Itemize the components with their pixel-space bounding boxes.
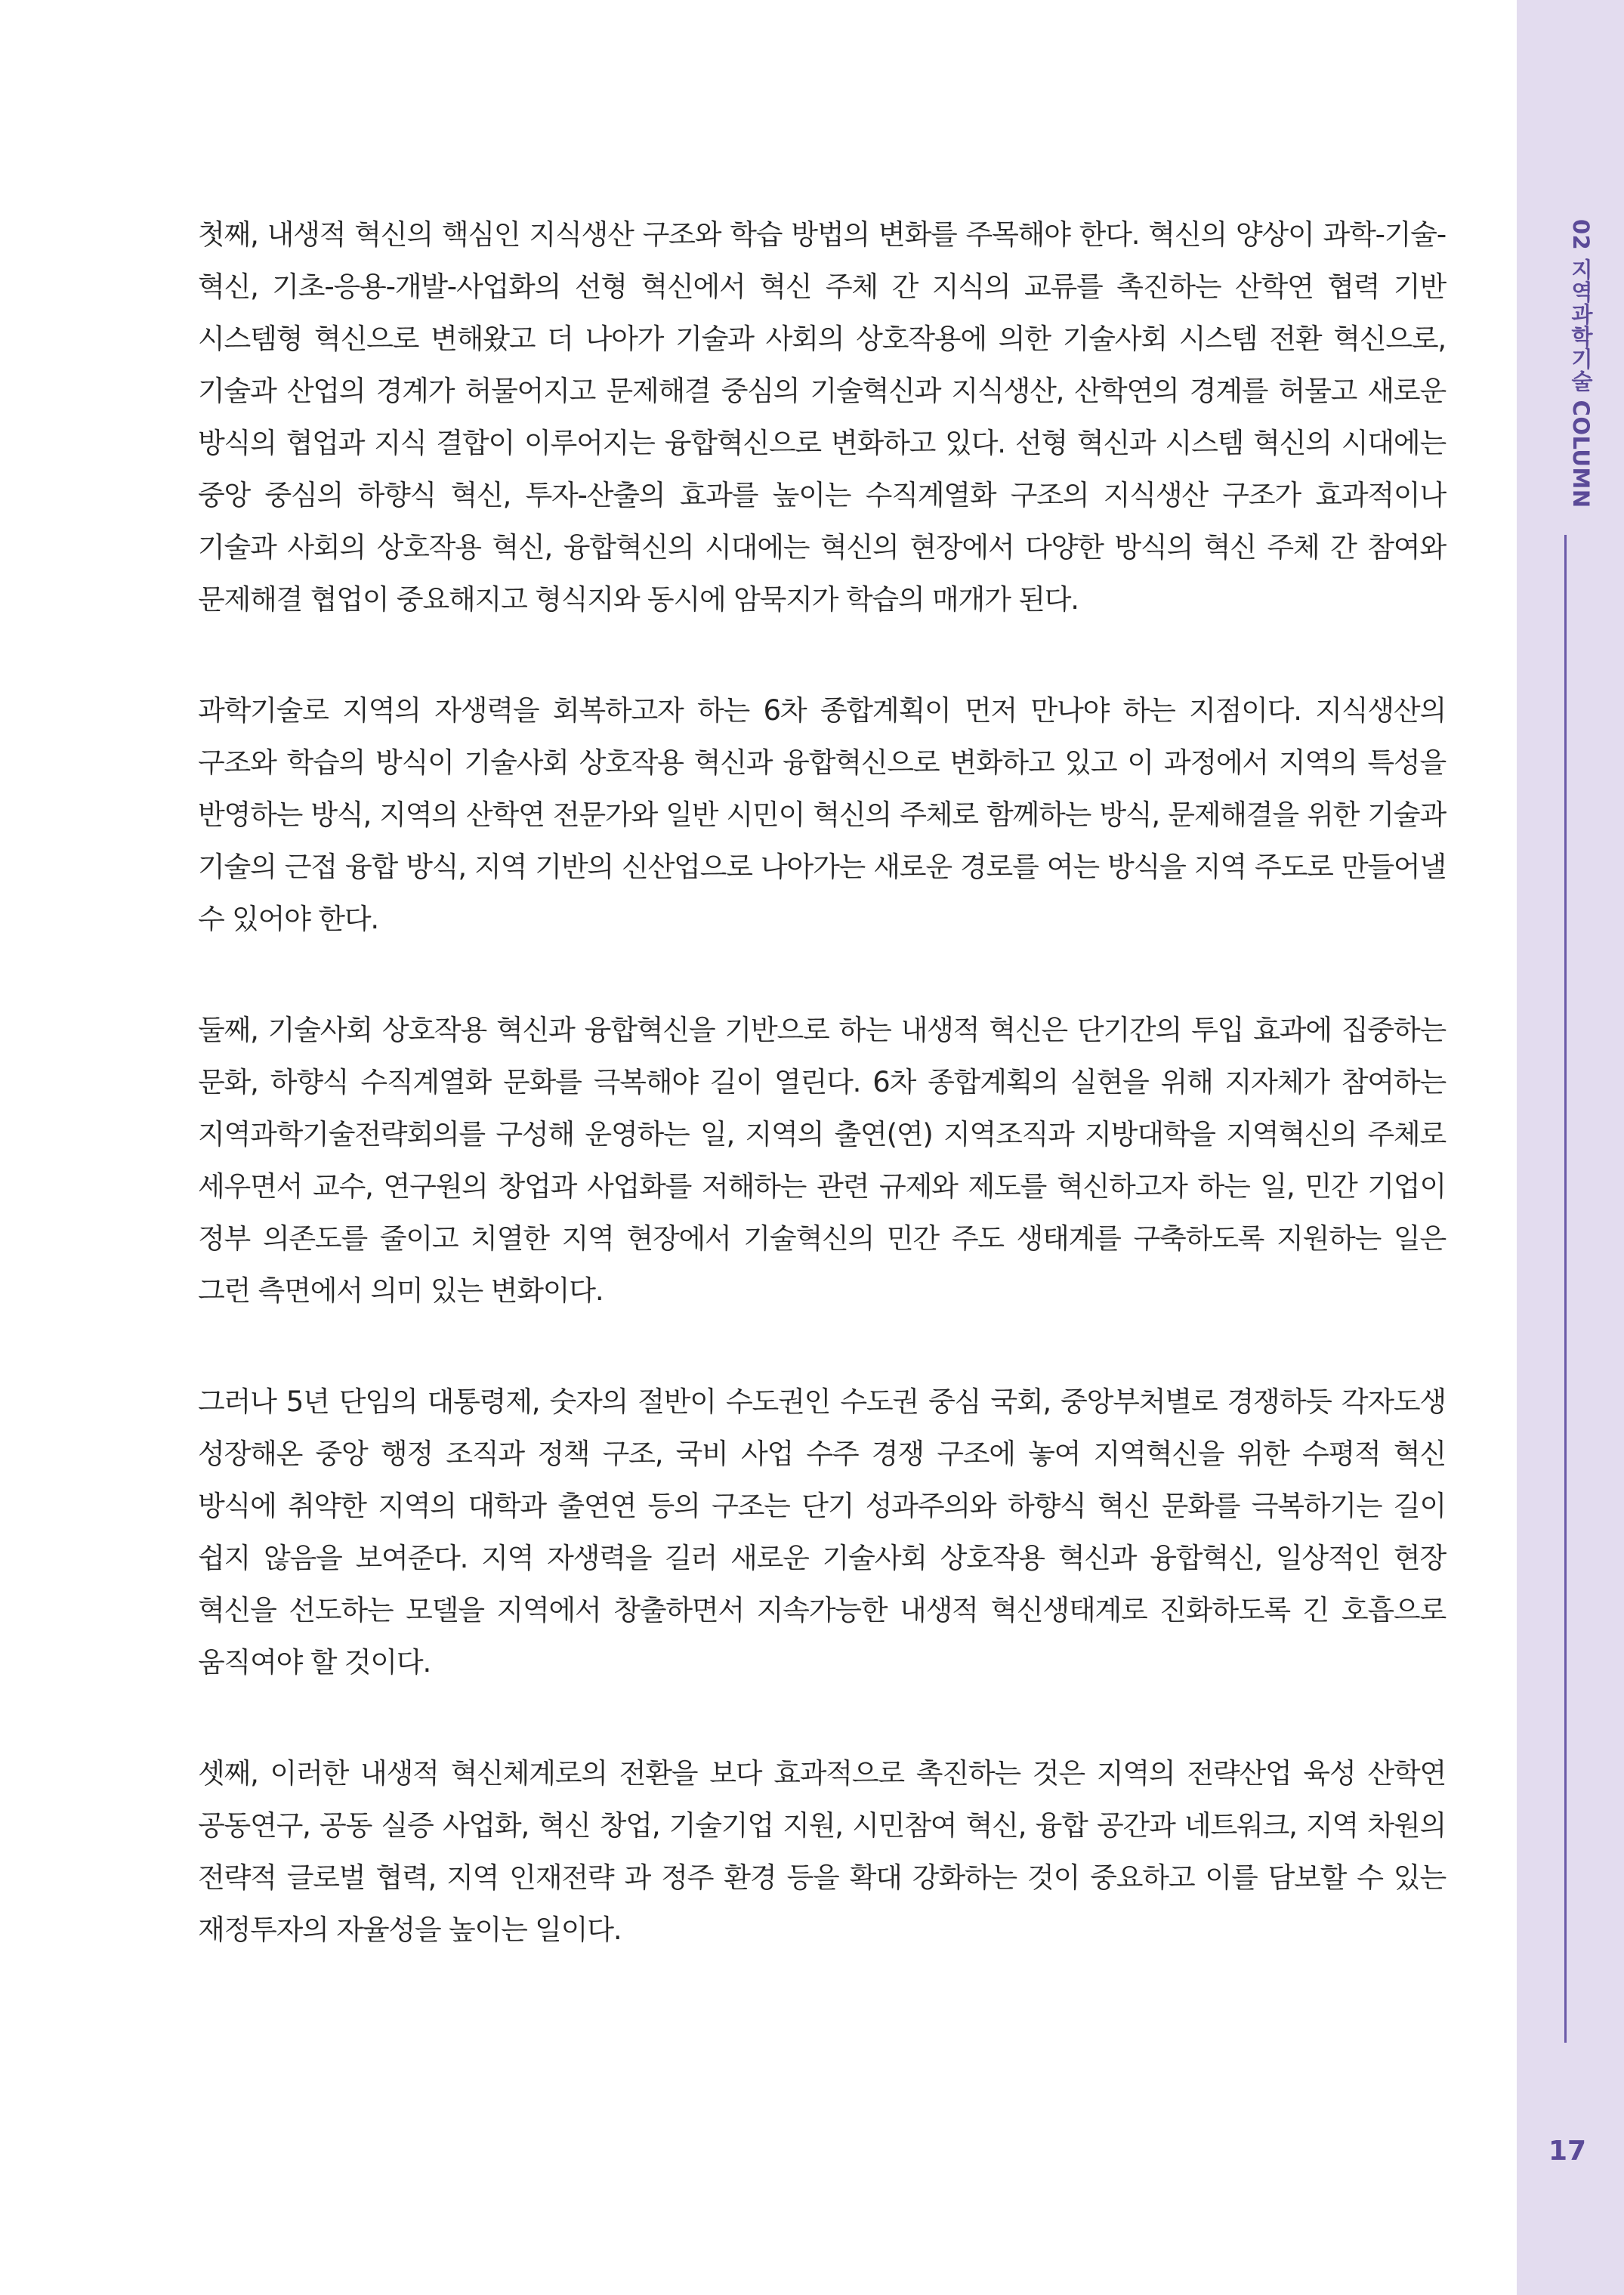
article-body	[198, 208, 1446, 2015]
page-number: 17	[1548, 2136, 1587, 2167]
sidebar-divider	[1564, 535, 1567, 2043]
paragraph-4: 그러나 5년 단임의 대통령제, 숫자의 절반이 수도권인 수도권 중심 국회, 중앙부처별로 경쟁하듯 각자도생 성장해온 중앙 행정 조직과 정책 구조, 국비 사업 수주 경쟁 구조에 놓여 지역혁신을 위한 수평적 혁신 방식에 취약한 지역의 대학과 출연연 등의 구조는 단기 성과주의와 하향식 혁신 문화를 극복하기는 길이 쉽지 않음을 보여준다. 지역 자생력을 길러 새로운 기술사회 상호작용 혁신과 융합혁신, 일상적인 현장 혁신을 선도하는 모델을 지역에서 창출하면서 지속가능한 내생적 혁신생태계로 진화하도록 긴 호흡으로 움직여야 할 것이다.	[198, 1385, 1446, 1679]
section-label: 02 지역과학기술 COLUMN	[1568, 219, 1594, 508]
paragraph-5: 셋째, 이러한 내생적 혁신체계로의 전환을 보다 효과적으로 촉진하는 것은 지역의 전략산업 육성 산학연 공동연구, 공동 실증 사업화, 혁신 창업, 기술기업 지원, 시민참여 혁신, 융합 공간과 네트워크, 지역 차원의 전략적 글로벌 협력, 지역 인재전략 과 정주 환경 등을 확대 강화하는 것이 중요하고 이를 담보할 수 있는 재정투자의 자율성을 높이는 일이다.	[198, 1757, 1446, 1946]
paragraph-2: 과학기술로 지역의 자생력을 회복하고자 하는 6차 종합계획이 먼저 만나야 하는 지점이다. 지식생산의 구조와 학습의 방식이 기술사회 상호작용 혁신과 융합혁신으로 변화하고 있고 이 과정에서 지역의 특성을 반영하는 방식, 지역의 산학연 전문가와 일반 시민이 혁신의 주체로 함께하는 방식, 문제해결을 위한 기술과 기술의 근접 융합 방식, 지역 기반의 신산업으로 나아가는 새로운 경로를 여는 방식을 지역 주도로 만들어낼 수 있어야 한다.	[198, 694, 1446, 935]
paragraph-3: 둘째, 기술사회 상호작용 혁신과 융합혁신을 기반으로 하는 내생적 혁신은 단기간의 투입 효과에 집중하는 문화, 하향식 수직계열화 문화를 극복해야 길이 열린다. 6차 종합계획의 실현을 위해 지자체가 참여하는 지역과학기술전략회의를 구성해 운영하는 일, 지역의 출연(연) 지역조직과 지방대학을 지역혁신의 주체로 세우면서 교수, 연구원의 창업과 사업화를 저해하는 관련 규제와 제도를 혁신하고자 하는 일, 민간 기업이 정부 의존도를 줄이고 치열한 지역 현장에서 기술혁신의 민간 주도 생태계를 구축하도록 지원하는 일은 그런 측면에서 의미 있는 변화이다.	[198, 1014, 1446, 1307]
paragraph-1: 첫째, 내생적 혁신의 핵심인 지식생산 구조와 학습 방법의 변화를 주목해야 한다. 혁신의 양상이 과학-기술-혁신, 기초-응용-개발-사업화의 선형 혁신에서 혁신 주체 간 지식의 교류를 촉진하는 산학연 협력 기반 시스템형 혁신으로 변해왔고 더 나아가 기술과 사회의 상호작용에 의한 기술사회 시스템 전환 혁신으로, 기술과 산업의 경계가 허물어지고 문제해결 중심의 기술혁신과 지식생산, 산학연의 경계를 허물고 새로운 방식의 협업과 지식 결합이 이루어지는 융합혁신으로 변화하고 있다. 선형 혁신과 시스템 혁신의 시대에는 중앙 중심의 하향식 혁신, 투자-산출의 효과를 높이는 수직계열화 구조의 지식생산 구조가 효과적이나 기술과 사회의 상호작용 혁신, 융합혁신의 시대에는 혁신의 현장에서 다양한 방식의 혁신 주체 간 참여와 문제해결 협업이 중요해지고 형식지와 동시에 암묵지가 학습의 매개가 된다.	[198, 218, 1446, 616]
